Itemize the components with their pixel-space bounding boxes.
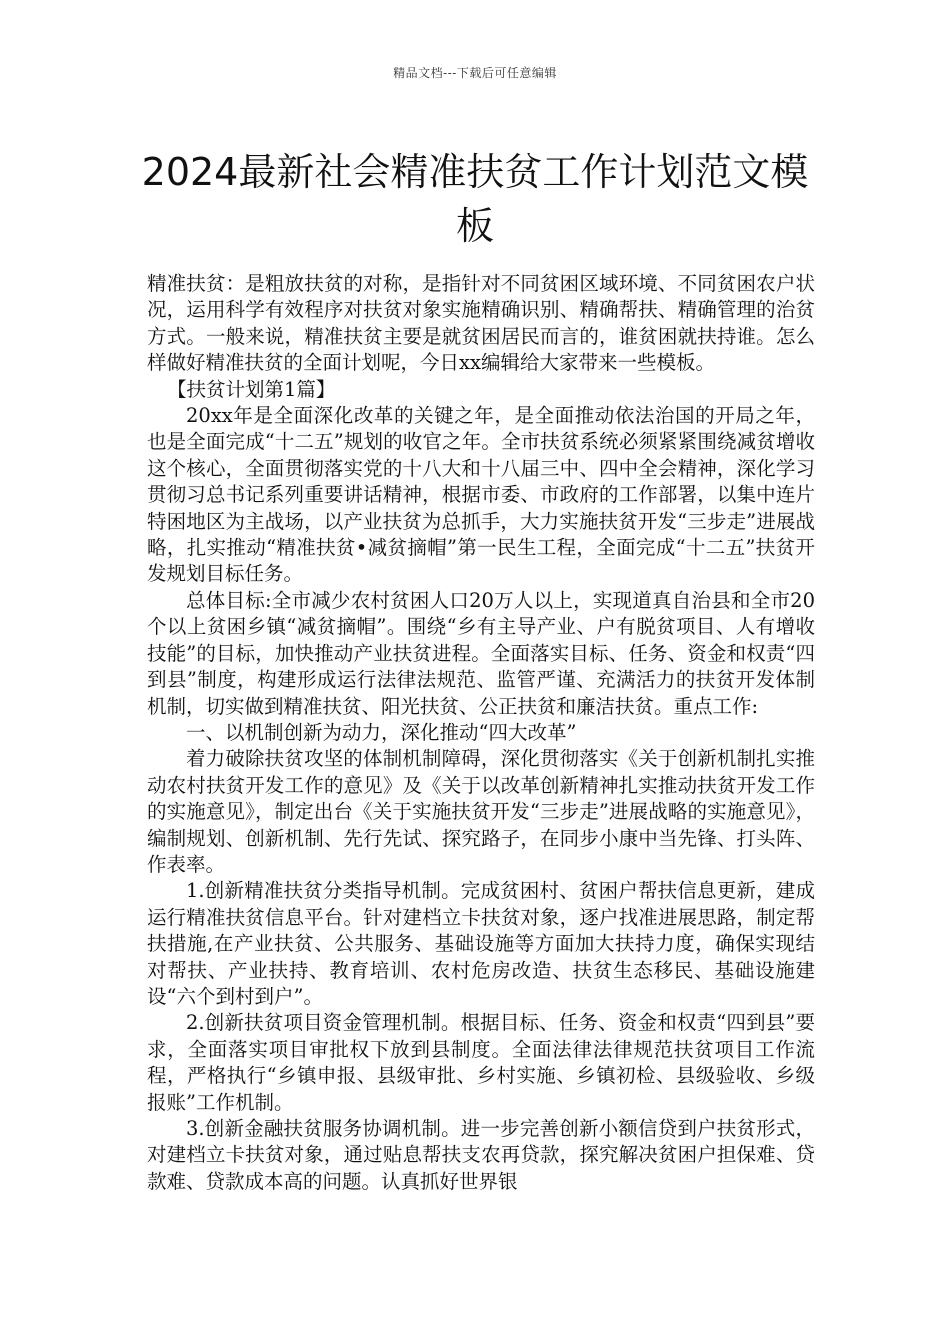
subsection-heading: 一、以机制创新为动力，深化推动“四大改革”	[186, 720, 577, 744]
document-body	[147, 271, 815, 1195]
intro-paragraph: 精准扶贫：是粗放扶贫的对称，是指针对不同贫困区域环境、不同贫困农户状况，运用科学有效程序对扶贫对象实施精确识别、精确帮扶、精确管理的治贫方式。一般来说，精准扶贫主要是就贫困居民而言的，谁贫困就扶持谁。怎么样做好精准扶贫的全面计划呢，今日xx编辑给大家带来一些模板。	[147, 272, 815, 375]
section-heading: 【扶贫计划第1篇】	[167, 377, 336, 401]
body-paragraph: 总体目标:全市减少农村贫困人口20万人以上，实现道真自治县和全市20个以上贫困乡镇“减贫摘帽”。围绕“乡有主导产业、户有脱贫项目、人有增收技能”的目标，加快推动产业扶贫进程。全面落实目标、任务、资金和权责“四到县”制度，构建形成运行法律法规范、监管严谨、充满活力的扶贫开发体制机制，切实做到精准扶贫、阳光扶贫、公正扶贫和廉洁扶贫。重点工作:	[147, 588, 815, 718]
body-paragraph: 20xx年是全面深化改革的关键之年，是全面推动依法治国的开局之年，也是全面完成“十二五”规划的收官之年。全市扶贫系统必须紧紧围绕减贫增收这个核心，全面贯彻落实党的十八大和十八届三中、四中全会精神，深化学习贯彻习总书记系列重要讲话精神，根据市委、市政府的工作部署，以集中连片特困地区为主战场，以产业扶贫为总抓手，大力实施扶贫开发“三步走”进展战略，扎实推动“精准扶贫•减贫摘帽”第一民生工程，全面完成“十二五”扶贫开发规划目标任务。	[147, 404, 815, 586]
list-item: 3.创新金融扶贫服务协调机制。进一步完善创新小额信贷到户扶贫形式，对建档立卡扶贫对象，通过贴息帮扶支农再贷款，探究解决贫困户担保难、贷款难、贷款成本高的问题。认真抓好世界银	[147, 1117, 815, 1193]
list-item: 1.创新精准扶贫分类指导机制。完成贫困村、贫困户帮扶信息更新，建成运行精准扶贫信息平台。针对建档立卡扶贫对象，逐户找准进展思路，制定帮扶措施,在产业扶贫、公共服务、基础设施等方面加大扶持力度，确保实现结对帮扶、产业扶持、教育培训、农村危房改造、扶贫生态移民、基础设施建设“六个到村到户”。	[147, 879, 815, 1008]
header-note: 精品文档---下载后可任意编辑	[393, 66, 557, 80]
list-item: 2.创新扶贫项目资金管理机制。根据目标、任务、资金和权责“四到县”要求，全面落实项目审批权下放到县制度。全面法律法律规范扶贫项目工作流程，严格执行“乡镇申报、县级审批、乡村实施、乡镇初检、县级验收、乡级报账”工作机制。	[147, 1011, 815, 1114]
document-title: 2024最新社会精准扶贫工作计划范文模板	[141, 150, 809, 249]
body-paragraph: 着力破除扶贫攻坚的体制机制障碍，深化贯彻落实《关于创新机制扎实推动农村扶贫开发工作的意见》及《关于以改革创新精神扎实推动扶贫开发工作的实施意见》，制定出台《关于实施扶贫开发“三步走”进展战略的实施意见》，编制规划、创新机制、先行先试、探究路子，在同步小康中当先锋、打头阵、作表率。	[147, 747, 815, 876]
